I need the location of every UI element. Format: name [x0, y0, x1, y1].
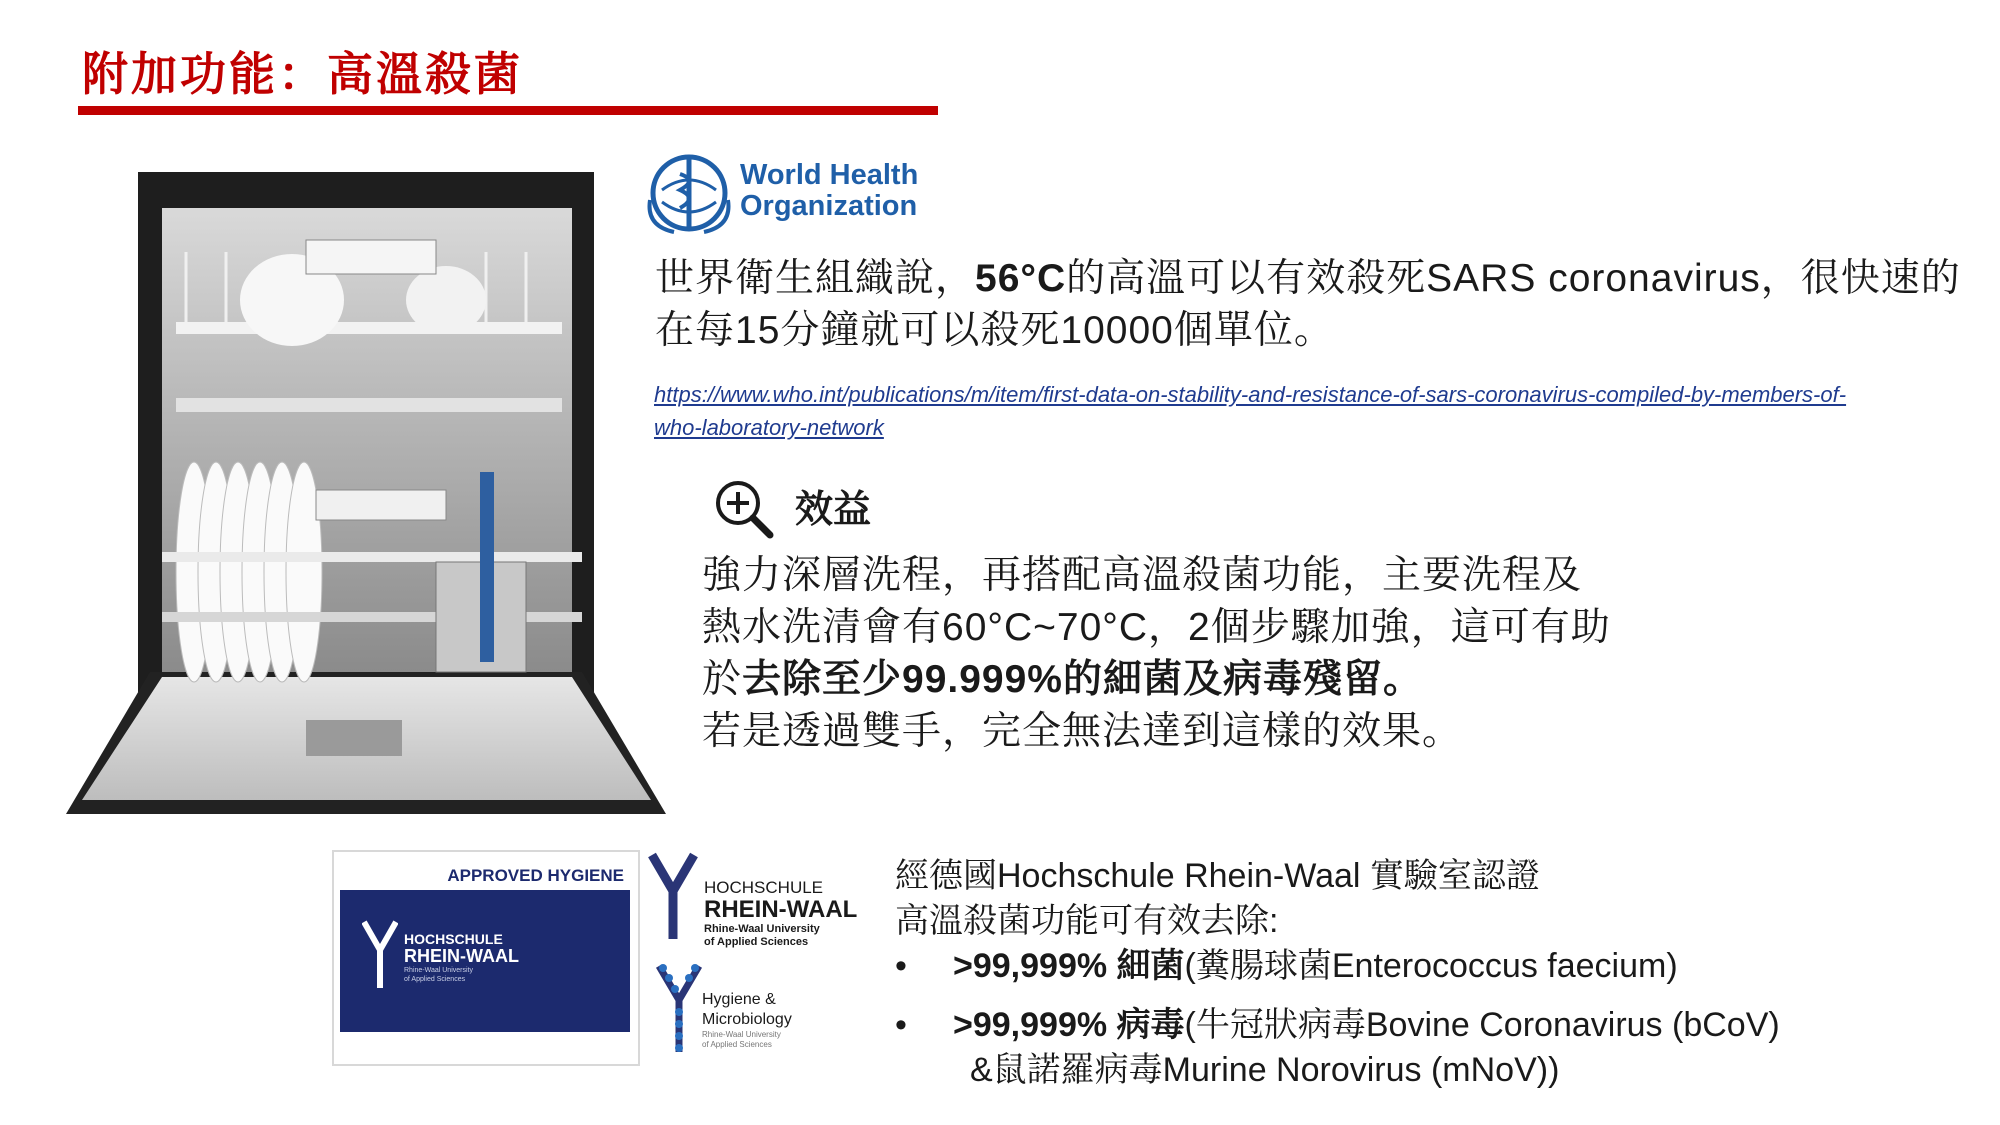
hochschule-y-icon [362, 920, 398, 990]
certification-intro [895, 854, 1540, 944]
benefit-line1: 強力深層洗程，再搭配高溫殺菌功能，主要洗程及 [702, 554, 1583, 597]
benefit-text: 於 [702, 658, 743, 701]
hygiene-line2: Microbiology [702, 1011, 792, 1028]
who-emblem-icon [644, 150, 734, 236]
link-line2[interactable]: who-laboratory-network [654, 415, 884, 440]
certification-item-bacteria [895, 944, 1678, 989]
temperature-highlight: 56°C [975, 257, 1067, 300]
benefit-heading: 效益 [795, 489, 872, 531]
certification-item-virus [895, 1003, 1780, 1048]
badge-school-line1: HOCHSCHULE [404, 931, 503, 947]
hygiene-line3: Rhine-Waal University [702, 1030, 781, 1039]
link-line1[interactable]: https://www.who.int/publications/m/item/first-data-on-stability-and-resistance-of-sars-coronavirus-compiled-by-members-of- [654, 382, 1847, 407]
virus-detail-continued: &鼠諾羅病毒Murine Norovirus (mNoV)) [970, 1051, 1560, 1089]
zoom-in-icon [712, 477, 778, 543]
benefit-paragraph [702, 550, 1611, 758]
badge-sub-line2: of Applied Sciences [404, 976, 466, 983]
hygiene-logo-text [702, 990, 792, 1050]
hochschule-logo-text [704, 878, 857, 949]
hochschule-line4: of Applied Sciences [704, 936, 809, 948]
virus-rate: >99,999% 病毒 [953, 1006, 1185, 1044]
badge-school-text [404, 932, 519, 984]
badge-school-line2: RHEIN-WAAL [404, 946, 519, 966]
badge-panel [340, 890, 630, 1032]
hochschule-logo-icon [648, 851, 698, 941]
bullet-icon: • [895, 947, 907, 985]
certification-line1: 經德國Hochschule Rhein-Waal 實驗室認證 [895, 857, 1540, 895]
approved-hygiene-badge [332, 850, 640, 1066]
hochschule-line2: RHEIN-WAAL [704, 896, 858, 923]
benefit-line4: 若是透過雙手，完全無法達到這樣的效果。 [702, 710, 1463, 753]
virus-detail: (牛冠狀病毒Bovine Coronavirus (bCoV) [1184, 1006, 1780, 1044]
hochschule-line3: Rhine-Waal University [704, 923, 820, 935]
hygiene-line4: of Applied Sciences [702, 1040, 772, 1049]
hygiene-logo-icon [655, 962, 703, 1054]
slide-title: 附加功能：高溫殺菌 [82, 48, 523, 100]
certification-line2: 高溫殺菌功能可有效去除: [895, 902, 1279, 940]
bullet-icon: • [895, 1006, 907, 1044]
hochschule-line1: HOCHSCHULE [704, 878, 824, 897]
title-underline [78, 106, 938, 115]
hygiene-line1: Hygiene & [702, 991, 776, 1008]
who-reference-link[interactable] [654, 378, 1846, 444]
benefit-highlight: 去除至少99.999%的細菌及病毒殘留。 [742, 658, 1423, 701]
who-logo-line1: World Health [740, 159, 919, 191]
who-logo-line2: Organization [740, 190, 918, 222]
who-statement [655, 253, 1961, 357]
who-statement-line2: 在每15分鐘就可以殺死10000個單位。 [655, 309, 1334, 352]
badge-sub-line1: Rhine-Waal University [404, 967, 473, 974]
bacteria-rate: >99,999% 細菌 [953, 947, 1185, 985]
who-statement-text: 的高溫可以有效殺死SARS coronavirus，很快速的 [1066, 257, 1961, 300]
badge-approved-label: APPROVED HYGIENE [447, 866, 624, 885]
who-logo-text [740, 160, 918, 222]
benefit-line3 [702, 654, 1611, 706]
who-statement-line1 [655, 253, 1961, 305]
who-statement-text: 世界衛生組織說， [655, 257, 976, 300]
benefit-line2: 熱水洗清會有60°C~70°C，2個步驟加強，這可有助 [702, 606, 1611, 649]
dishwasher-image [66, 172, 666, 814]
bacteria-detail: (糞腸球菌Enterococcus faecium) [1184, 947, 1678, 985]
